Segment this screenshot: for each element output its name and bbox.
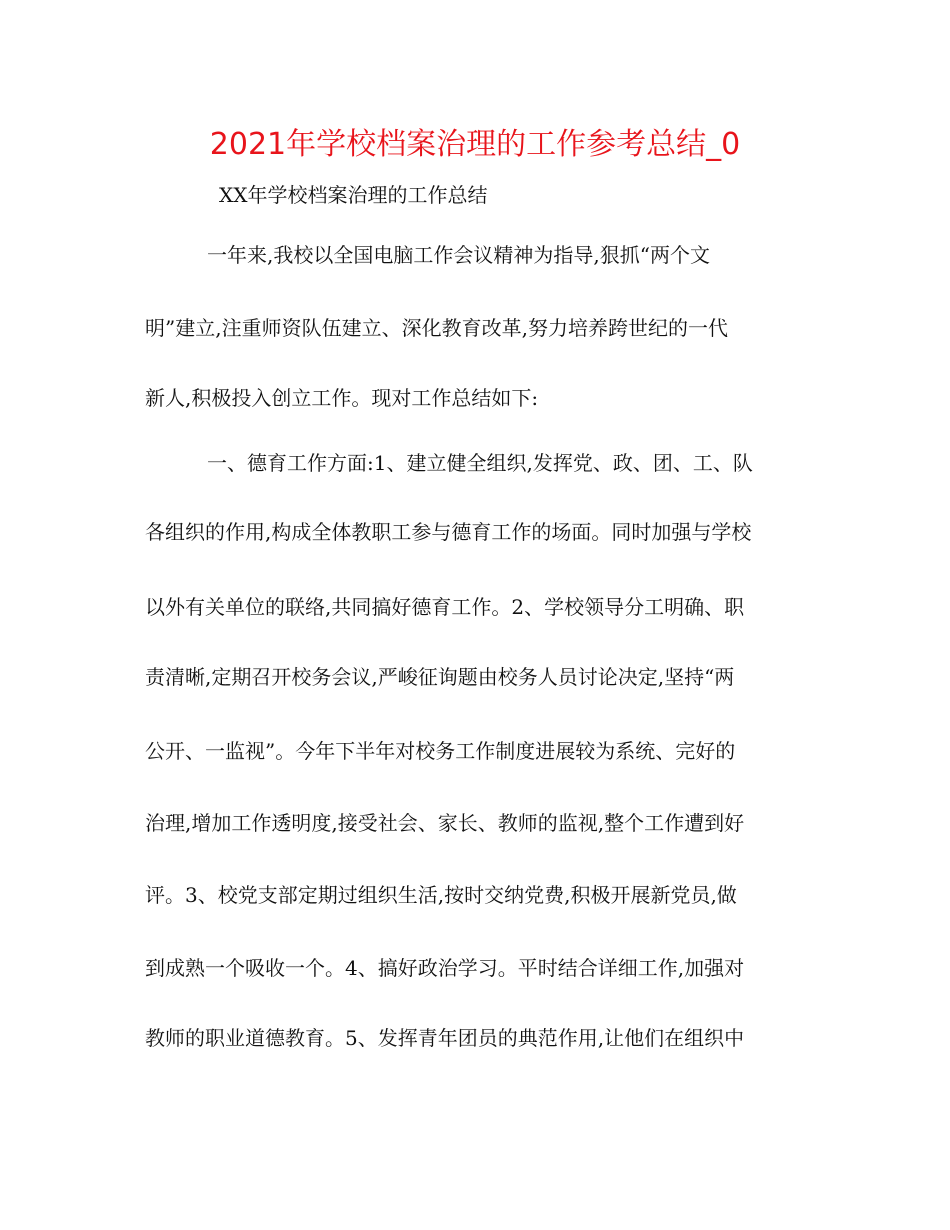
paragraph-line: 公开、一监视”。今年下半年对校务工作制度进展较为系统、完好的 <box>145 739 736 763</box>
paragraph-line: 以外有关单位的联络,共同搞好德育工作。2、学校领导分工明确、职 <box>145 595 745 619</box>
document-title: 2021年学校档案治理的工作参考总结_0 <box>209 127 741 162</box>
paragraph-line: 治理,增加工作透明度,接受社会、家长、教师的监视,整个工作遭到好 <box>145 811 745 835</box>
paragraph-line: 责清晰,定期召开校务会议,严峻征询题由校务人员讨论决定,坚持“两 <box>145 665 735 689</box>
paragraph-line: 评。3、校党支部定期过组织生活,按时交纳党费,积极开展新党员,做 <box>145 883 737 907</box>
paragraph-line: 一年来,我校以全国电脑工作会议精神为指导,狠抓“两个文 <box>207 243 710 267</box>
paragraph-line: 新人,积极投入创立工作。现对工作总结如下: <box>145 386 539 410</box>
paragraph-line: 到成熟一个吸收一个。4、搞好政治学习。平时结合详细工作,加强对 <box>145 956 745 980</box>
document-subtitle: XX年学校档案治理的工作总结 <box>219 183 488 207</box>
paragraph-line: 教师的职业道德教育。5、发挥青年团员的典范作用,让他们在组织中 <box>145 1026 745 1050</box>
paragraph-line: 一、德育工作方面:1、建立健全组织,发挥党、政、团、工、队 <box>207 451 753 475</box>
paragraph-line: 明”建立,注重师资队伍建立、深化教育改革,努力培养跨世纪的一代 <box>145 316 728 340</box>
paragraph-line: 各组织的作用,构成全体教职工参与德育工作的场面。同时加强与学校 <box>145 520 752 544</box>
